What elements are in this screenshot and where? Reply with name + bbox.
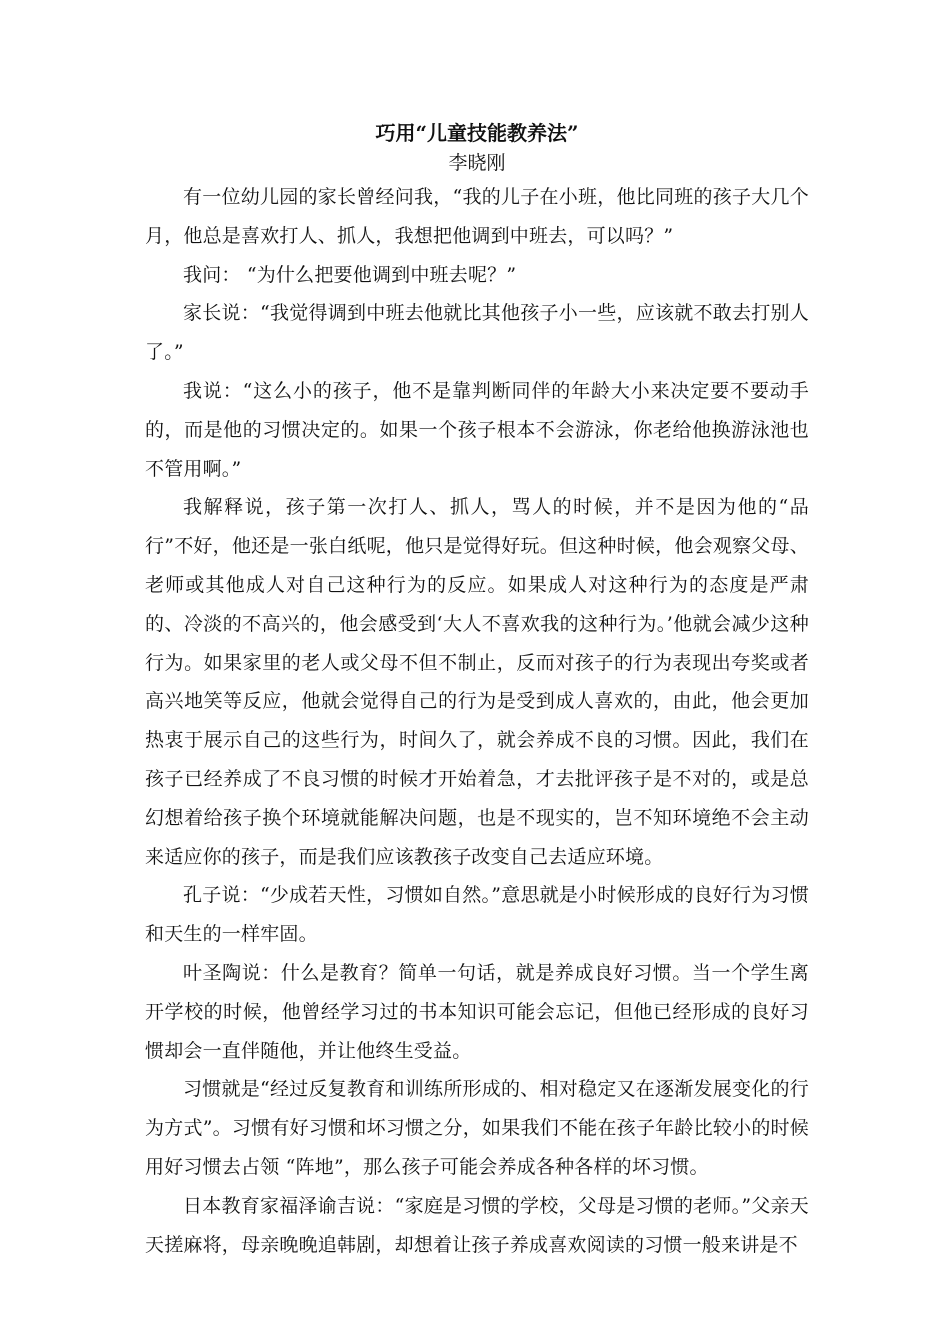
paragraph-parent-answer: 家长说：“我觉得调到中班去他就比其他孩子小一些，应该就不敢去打别人了。” — [145, 302, 809, 364]
paragraph-habit-definition: 习惯就是“经过反复教育和训练所形成的、相对稳定又在逐渐发展变化的行为方式”。习惯有好习惯和坏习惯之分，如果我们不能在孩子年龄比较小的时候用好习惯去占领 “阵地”，那么孩子可能会养成各种各样的坏习惯。 — [145, 1078, 809, 1178]
document-page — [145, 118, 809, 1264]
article-title: 巧用“儿童技能教养法” — [375, 121, 579, 145]
paragraph-ye-shengtao-quote: 叶圣陶说：什么是教育？简单一句话，就是养成良好习惯。当一个学生离开学校的时候，他曾经学习过的书本知识可能会忘记，但他已经形成的良好习惯却会一直伴随他，并让他终生受益。 — [145, 961, 809, 1062]
paragraph-my-reply: 我说：“这么小的孩子，他不是靠判断同伴的年龄大小来决定要不要动手的，而是他的习惯决定的。如果一个孩子根本不会游泳，你老给他换游泳池也不管用啊。” — [145, 379, 809, 480]
article-body — [145, 178, 809, 1264]
paragraph-my-question: 我问： “为什么把要他调到中班去呢？” — [183, 263, 517, 286]
paragraph-confucius-quote: 孔子说：“少成若天性，习惯如自然。”意思就是小时候形成的良好行为习惯和天生的一样牢固。 — [145, 884, 809, 946]
article-author: 李晓刚 — [448, 152, 506, 174]
paragraph-parent-question: 有一位幼儿园的家长曾经问我，“我的儿子在小班，他比同班的孩子大几个月，他总是喜欢打人、抓人，我想把他调到中班去，可以吗？” — [145, 186, 809, 247]
paragraph-fukuzawa-quote: 日本教育家福泽谕吉说：“家庭是习惯的学校，父母是习惯的老师。”父亲天天搓麻将，母亲晚晚追韩剧，却想着让孩子养成喜欢阅读的习惯一般来讲是不 — [145, 1194, 809, 1256]
paragraph-explanation: 我解释说，孩子第一次打人、抓人，骂人的时候，并不是因为他的“品行”不好，他还是一张白纸呢，他只是觉得好玩。但这种时候，他会观察父母、老师或其他成人对自己这种行为的反应。如果成人对这种行为的态度是严肃的、冷淡的不高兴的，他会感受到‘大人不喜欢我的这种行为。’他就会减少这种行为。如果家里的老人或父母不但不制止，反而对孩子的行为表现出夸奖或者高兴地笑等反应，他就会觉得自己的行为是受到成人喜欢的，由此，他会更加热衷于展示自己的这些行为，时间久了，就会养成不良的习惯。因此，我们在孩子已经养成了不良习惯的时候才开始着急，才去批评孩子是不对的，或是总幻想着给孩子换个环境就能解决问题，也是不现实的，岂不知环境绝不会主动来适应你的孩子，而是我们应该教孩子改变自己去适应环境。 — [145, 496, 809, 868]
